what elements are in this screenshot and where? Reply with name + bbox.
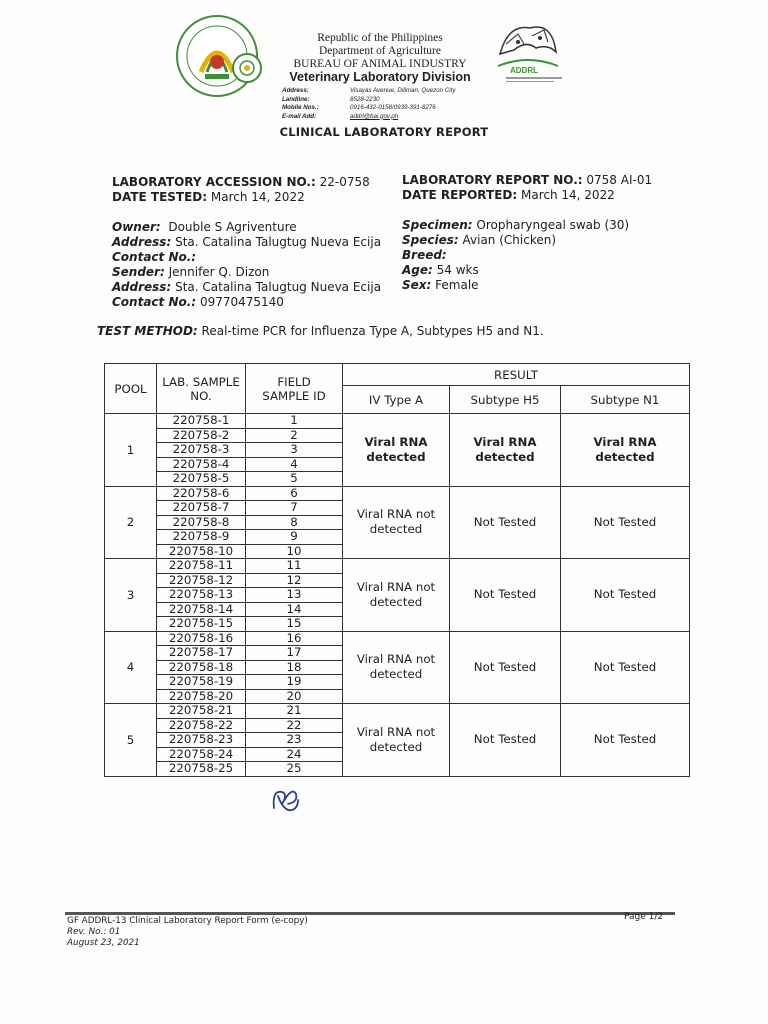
field-sample-id: 19 (246, 675, 343, 690)
field-sample-id: 23 (246, 733, 343, 748)
field-sample-id: 3 (246, 443, 343, 458)
result-h5 (450, 559, 561, 632)
table-row (105, 559, 690, 574)
result-h5 (450, 486, 561, 559)
header-republic: Republic of the Philippines (317, 32, 443, 44)
header-lab-sample (157, 364, 246, 414)
lab-sample-no: 220758-16 (157, 631, 246, 646)
result-text: Viral RNA detected (364, 434, 428, 464)
field-sample-id: 2 (246, 428, 343, 443)
footer-form: GF ADDRL-13 Clinical Laboratory Report Form (e-copy) (67, 916, 308, 926)
species-value: Avian (Chicken) (462, 233, 557, 247)
result-n1 (561, 486, 690, 559)
field-sample-id: 22 (246, 718, 343, 733)
field-sample-id: 9 (246, 530, 343, 545)
age-value: 54 wks (436, 263, 479, 277)
result-text: Not Tested (593, 587, 657, 602)
header-bureau: BUREAU OF ANIMAL INDUSTRY (293, 58, 467, 70)
field-sample-id: 21 (246, 704, 343, 719)
lab-sample-no: 220758-8 (157, 515, 246, 530)
header-division: Veterinary Laboratory Division (289, 70, 471, 84)
table-row (105, 486, 690, 501)
test-method-value: Real-time PCR for Influenza Type A, Subtypes H5 and N1. (201, 324, 544, 338)
report-no-value: 0758 AI-01 (586, 173, 653, 187)
field-sample-id: 14 (246, 602, 343, 617)
landline-value: 8528-2230 (350, 95, 380, 103)
addrl-logo-text: ADDRL (510, 66, 538, 75)
sex-label: Sex: (402, 278, 432, 292)
result-iv (343, 559, 450, 632)
result-text: Viral RNA not detected (356, 724, 436, 754)
table-row (105, 631, 690, 646)
field-sample-id: 16 (246, 631, 343, 646)
field-sample-id: 1 (246, 414, 343, 429)
pool-number: 3 (105, 559, 157, 632)
header-subtype-h5: Subtype H5 (450, 386, 561, 414)
sender-contact-value: 09770475140 (199, 295, 284, 309)
specimen-label: Specimen: (402, 218, 473, 232)
result-text: Not Tested (593, 732, 657, 747)
result-text: Viral RNA not detected (356, 652, 436, 682)
field-sample-id: 4 (246, 457, 343, 472)
email-value: addrl@bai.gov.ph (350, 112, 399, 120)
result-h5 (450, 704, 561, 777)
date-reported-label: DATE REPORTED: (402, 188, 518, 202)
table-row (105, 704, 690, 719)
owner-address-value: Sta. Catalina Talugtug Nueva Ecija (175, 235, 382, 249)
addr-label: Address: (282, 87, 309, 94)
lab-sample-no: 220758-10 (157, 544, 246, 559)
result-text: Not Tested (473, 659, 537, 674)
accession-value: 22-0758 (319, 175, 370, 189)
lab-sample-no: 220758-21 (157, 704, 246, 719)
lab-sample-no: 220758-25 (157, 762, 246, 777)
owner-value: Double S Agriventure (168, 220, 297, 234)
signature (268, 782, 304, 818)
lab-sample-no: 220758-24 (157, 747, 246, 762)
test-method-label: TEST METHOD: (97, 324, 198, 338)
lab-sample-no: 220758-12 (157, 573, 246, 588)
result-iv (343, 486, 450, 559)
lab-sample-no: 220758-23 (157, 733, 246, 748)
sender-contact-label: Contact No.: (112, 295, 197, 309)
species-label: Species: (402, 233, 459, 247)
results-table (104, 363, 690, 777)
result-n1 (561, 704, 690, 777)
field-sample-id: 12 (246, 573, 343, 588)
result-text: Viral RNA not detected (356, 507, 436, 537)
header-lab-sample-text: LAB. SAMPLE NO. (162, 374, 240, 403)
specimen-value: Oropharyngeal swab (30) (476, 218, 630, 232)
lab-sample-no: 220758-14 (157, 602, 246, 617)
header-result: RESULT (343, 364, 690, 386)
result-iv (343, 631, 450, 704)
field-sample-id: 17 (246, 646, 343, 661)
owner-block (112, 220, 381, 310)
sender-address-label: Address: (112, 280, 172, 294)
result-text: Viral RNA detected (473, 434, 537, 464)
table-row (105, 414, 690, 429)
date-tested-label: DATE TESTED: (112, 190, 208, 204)
lab-sample-no: 220758-4 (157, 457, 246, 472)
pool-number: 1 (105, 414, 157, 487)
field-sample-id: 6 (246, 486, 343, 501)
lab-sample-no: 220758-20 (157, 689, 246, 704)
owner-address-label: Address: (112, 235, 172, 249)
header-pool: POOL (105, 364, 157, 414)
header-field-sample-text: FIELD SAMPLE ID (262, 374, 326, 403)
results-body (105, 414, 690, 777)
mobile-value: 0916-432-0158/0939-391-8276 (350, 104, 436, 111)
report-title: CLINICAL LABORATORY REPORT (279, 125, 489, 139)
result-h5 (450, 631, 561, 704)
header-subtype-n1: Subtype N1 (561, 386, 690, 414)
result-n1 (561, 414, 690, 487)
footer-block (67, 916, 308, 949)
breed-label: Breed: (402, 248, 447, 262)
pool-number: 4 (105, 631, 157, 704)
contact-block (282, 87, 455, 121)
field-sample-id: 8 (246, 515, 343, 530)
lab-sample-no: 220758-15 (157, 617, 246, 632)
bai-seal-logo (232, 50, 262, 86)
lab-sample-no: 220758-6 (157, 486, 246, 501)
owner-label: Owner: (112, 220, 161, 234)
sex-value: Female (435, 278, 479, 292)
result-n1 (561, 559, 690, 632)
result-text: Not Tested (473, 587, 537, 602)
result-iv (343, 414, 450, 487)
field-sample-id: 25 (246, 762, 343, 777)
lab-sample-no: 220758-2 (157, 428, 246, 443)
header-field-sample (246, 364, 343, 414)
footer-rev: Rev. No.: 01 (67, 927, 121, 937)
lab-sample-no: 220758-5 (157, 472, 246, 487)
result-text: Viral RNA not detected (356, 579, 436, 609)
footer-divider (65, 912, 675, 915)
letterhead (262, 32, 498, 84)
accession-left (112, 175, 370, 205)
owner-contact-label: Contact No.: (112, 250, 197, 264)
result-text: Not Tested (473, 514, 537, 529)
lab-sample-no: 220758-1 (157, 414, 246, 429)
accession-right (402, 173, 652, 203)
field-sample-id: 24 (246, 747, 343, 762)
field-sample-id: 18 (246, 660, 343, 675)
pool-number: 2 (105, 486, 157, 559)
lab-sample-no: 220758-18 (157, 660, 246, 675)
field-sample-id: 5 (246, 472, 343, 487)
email-label: E-mail Add: (282, 112, 317, 120)
result-text: Not Tested (473, 732, 537, 747)
field-sample-id: 11 (246, 559, 343, 574)
result-h5 (450, 414, 561, 487)
lab-sample-no: 220758-22 (157, 718, 246, 733)
lab-sample-no: 220758-13 (157, 588, 246, 603)
field-sample-id: 7 (246, 501, 343, 516)
addr-value: Visayas Avenue, Diliman, Quezon City (350, 87, 456, 94)
field-sample-id: 13 (246, 588, 343, 603)
header-department: Department of Agriculture (319, 45, 441, 57)
lab-sample-no: 220758-3 (157, 443, 246, 458)
age-label: Age: (402, 263, 433, 277)
date-reported-value: March 14, 2022 (520, 188, 615, 202)
lab-sample-no: 220758-9 (157, 530, 246, 545)
footer-date: August 23, 2021 (67, 938, 140, 948)
sender-value: Jennifer Q. Dizon (168, 265, 270, 279)
page-number: Page 1/2 (624, 912, 664, 922)
result-n1 (561, 631, 690, 704)
result-iv (343, 704, 450, 777)
field-sample-id: 10 (246, 544, 343, 559)
lab-sample-no: 220758-19 (157, 675, 246, 690)
test-method (97, 324, 544, 339)
header-iv-type-a: IV Type A (343, 386, 450, 414)
mobile-label: Mobile Nos.: (282, 104, 319, 111)
accession-label: LABORATORY ACCESSION NO.: (112, 175, 316, 189)
sender-label: Sender: (112, 265, 165, 279)
field-sample-id: 20 (246, 689, 343, 704)
lab-sample-no: 220758-7 (157, 501, 246, 516)
lab-sample-no: 220758-17 (157, 646, 246, 661)
landline-label: Landline: (282, 95, 310, 103)
pool-number: 5 (105, 704, 157, 777)
result-text: Not Tested (593, 514, 657, 529)
date-tested-value: March 14, 2022 (210, 190, 305, 204)
addrl-logo-stripes (506, 77, 562, 82)
field-sample-id: 15 (246, 617, 343, 632)
specimen-block (402, 218, 629, 293)
lab-sample-no: 220758-11 (157, 559, 246, 574)
result-text: Not Tested (593, 659, 657, 674)
result-text: Viral RNA detected (593, 434, 657, 464)
report-no-label: LABORATORY REPORT NO.: (402, 173, 583, 187)
sender-address-value: Sta. Catalina Talugtug Nueva Ecija (175, 280, 382, 294)
